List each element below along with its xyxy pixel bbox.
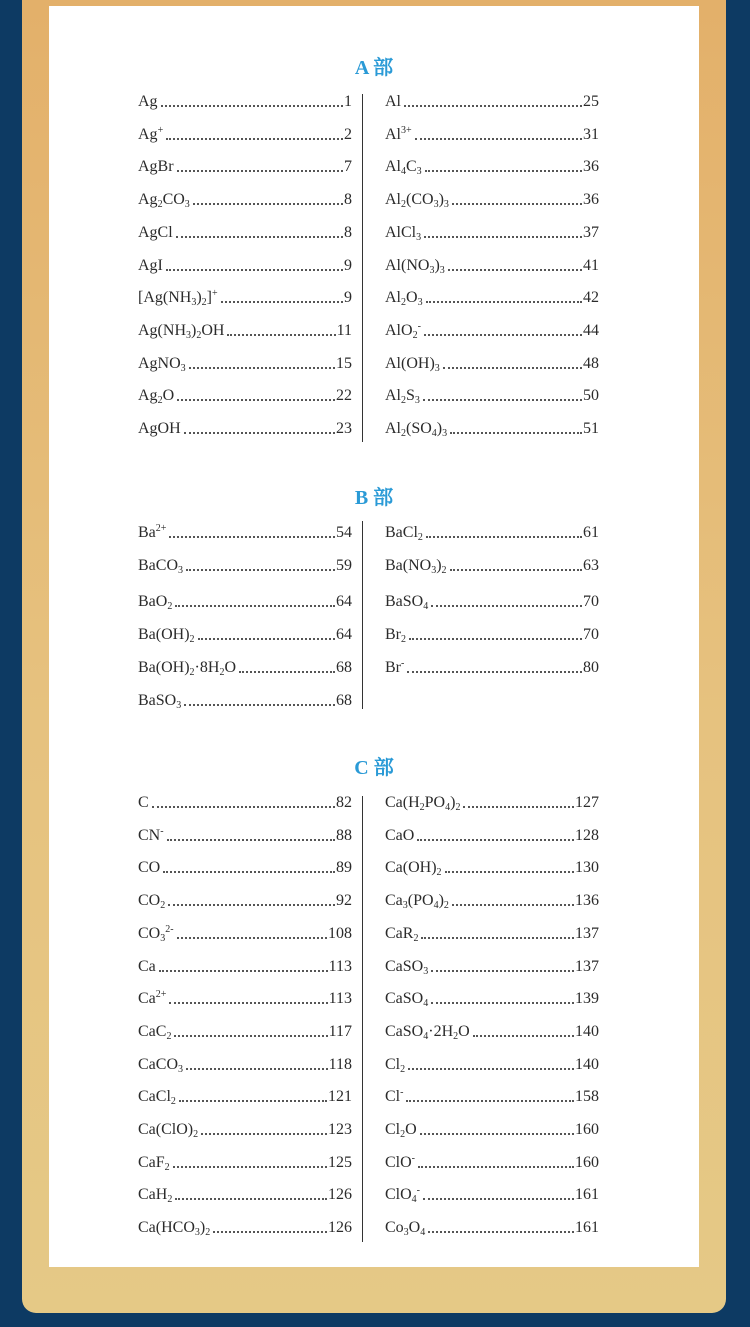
entry-page-number: 121 [328,1088,352,1106]
entry-page-number: 123 [328,1121,352,1138]
entry-page-number: 51 [583,420,599,437]
index-entry[interactable] [138,1151,352,1173]
leader-dots [173,1166,327,1168]
leader-dots [152,806,335,808]
leader-dots [408,1068,574,1070]
entry-name: AlO$_2$- [385,320,421,341]
index-entry[interactable] [138,1183,352,1205]
entry-name: CaR$_2$ [385,924,419,944]
entry-page-number: 64 [336,626,352,644]
leader-dots [424,236,582,238]
entry-page-number: 8 [344,223,352,241]
entry-name: $Ag(NH_3)_2OH$ [138,321,225,341]
entry-page-number: 59 [336,556,352,574]
entry-page-number: 136 [575,892,599,910]
index-entry[interactable] [138,656,352,678]
leader-dots [424,334,582,336]
entry-page-number: 130 [575,859,599,877]
entry-name: CN- [138,825,164,844]
index-entry[interactable] [138,1216,352,1238]
index-entry[interactable] [138,521,352,543]
entry-name: $CaSO_4\cdot 2H_2O$ [385,1022,470,1042]
entry-name: Cl- [385,1087,404,1106]
index-entry[interactable] [138,554,352,576]
leader-dots [168,904,335,906]
entry-page-number: 139 [575,990,599,1008]
index-entry[interactable] [385,889,599,911]
entry-name: $Ba(OH)_2$ [138,626,195,646]
leader-dots [431,1002,574,1004]
entry-name: $Co_3O_4$ [385,1219,426,1239]
column-divider [362,521,363,709]
leader-dots [227,334,335,336]
leader-dots [423,399,582,401]
column-divider [362,796,363,1242]
index-entry[interactable] [385,1020,599,1042]
entry-name: CaH$_2$ [138,1186,173,1206]
entry-page-number: 37 [583,223,599,241]
entry-name: $Br_2$ [385,626,406,646]
entry-page-number: 36 [583,191,599,209]
leader-dots [175,605,335,607]
index-entry[interactable] [138,384,352,406]
index-entry[interactable] [138,1053,352,1075]
index-entry[interactable] [138,889,352,911]
leader-dots [450,569,582,571]
leader-dots [420,1133,574,1135]
leader-dots [409,638,582,640]
entry-page-number: 63 [583,556,599,574]
index-entry[interactable] [138,1020,352,1042]
index-entry[interactable] [138,856,352,878]
index-entry[interactable] [385,90,599,112]
entry-page-number: 15 [336,354,352,372]
entry-page-number: 80 [583,658,599,676]
entry-page-number: 126 [328,1219,352,1237]
entry-page-number: 50 [583,387,599,405]
leader-dots [159,970,328,972]
entry-name: BaCl$_2$ [385,524,423,543]
leader-dots [161,105,343,107]
index-entry[interactable] [138,791,352,813]
leader-dots [169,1002,327,1004]
entry-name: $Ca(OH)_2$ [385,859,442,879]
entry-page-number: 113 [328,957,352,975]
leader-dots [443,367,582,369]
entry-page-number: 23 [336,420,352,437]
entry-page-number: 82 [336,794,352,811]
entry-name: $Al(NO_3)_3$ [385,256,445,276]
index-entry[interactable] [138,955,352,977]
index-entry[interactable] [385,1053,599,1075]
index-entry[interactable] [385,286,599,308]
entry-page-number: 161 [575,1219,599,1237]
leader-dots [175,1198,327,1200]
leader-dots [428,1231,574,1233]
entry-name: $Ba(NO_3)_2$ [385,556,447,576]
index-entry[interactable] [385,417,599,439]
leader-dots [239,671,335,673]
entry-page-number: 140 [575,1055,599,1073]
leader-dots [174,1035,327,1037]
entry-page-number: 160 [575,1121,599,1138]
entry-page-number: 48 [583,354,599,372]
entry-page-number: 70 [583,626,599,644]
entry-page-number: 127 [575,794,599,811]
index-entry[interactable] [138,188,352,210]
entry-name: BaSO$_3$ [138,691,182,711]
entry-page-number: 137 [575,957,599,975]
leader-dots [445,871,574,873]
index-page [49,6,699,1267]
leader-dots [166,138,343,140]
entry-name: $Ag_2O$ [138,387,175,407]
column-divider [362,94,363,442]
entry-name: AgNO$_3$ [138,354,186,374]
leader-dots [201,1133,327,1135]
index-entry[interactable] [385,824,599,846]
index-entry[interactable] [138,123,352,145]
entry-name: ClO- [385,1152,416,1171]
index-entry[interactable] [138,286,352,308]
entry-page-number: 92 [336,892,352,910]
entry-page-number: 42 [583,289,599,307]
entry-name: $Al_4C_3$ [385,158,422,178]
index-entry[interactable] [385,319,599,341]
leader-dots [179,1100,327,1102]
index-entry[interactable] [385,554,599,576]
entry-name: $CO_3^{2-}$ [138,923,174,944]
index-entry[interactable] [385,1216,599,1238]
entry-name: $Al_2O_3$ [385,289,423,309]
entry-name: Ag [138,93,158,110]
index-entry[interactable] [385,521,599,543]
entry-page-number: 113 [328,990,352,1008]
index-entry[interactable] [385,254,599,276]
leader-dots [193,203,343,205]
entry-page-number: 88 [336,826,352,844]
index-entry[interactable] [385,955,599,977]
entry-page-number: 44 [583,321,599,339]
entry-page-number: 68 [336,658,352,676]
entry-page-number: 89 [336,859,352,877]
entry-name: BaSO$_4$ [385,593,429,613]
entry-page-number: 126 [328,1186,352,1204]
entry-page-number: 9 [344,289,352,307]
leader-dots [167,839,335,841]
leader-dots [406,1100,574,1102]
entry-page-number: 7 [344,158,352,176]
entry-page-number: 11 [336,321,352,339]
entry-name: Ag+ [138,124,164,143]
index-entry[interactable] [385,123,599,145]
entry-page-number: 25 [583,93,599,110]
entry-page-number: 61 [583,524,599,541]
entry-page-number: 2 [344,125,352,143]
index-entry[interactable] [385,1151,599,1173]
index-entry[interactable] [138,922,352,944]
leader-dots [448,269,582,271]
entry-name: ClO$_4$- [385,1185,421,1206]
entry-name: Br- [385,657,405,676]
entry-page-number: 8 [344,191,352,209]
entry-page-number: 137 [575,924,599,942]
index-entry[interactable] [138,417,352,439]
leader-dots [221,301,343,303]
entry-name: AgOH [138,420,181,437]
leader-dots [421,937,574,939]
index-entry[interactable] [138,155,352,177]
index-entry[interactable] [138,1085,352,1107]
entry-page-number: 64 [336,593,352,611]
entry-name: $Ca(ClO)_2$ [138,1121,199,1140]
index-entry[interactable] [385,590,599,612]
entry-name: $Ca(H_2PO_4)_2$ [385,794,461,813]
leader-dots [163,871,335,873]
index-entry[interactable] [385,188,599,210]
leader-dots [452,203,582,205]
leader-dots [473,1035,574,1037]
index-entry[interactable] [385,856,599,878]
leader-dots [186,569,335,571]
index-entry[interactable] [385,922,599,944]
entry-name: $[Ag(NH_3)_2]^+$ [138,288,218,309]
entry-page-number: 128 [575,826,599,844]
entry-page-number: 54 [336,524,352,541]
entry-name: CO [138,859,161,877]
entry-name: $Ba^{2+}$ [138,523,167,541]
entry-name: CaC$_2$ [138,1022,172,1042]
entry-page-number: 1 [344,93,352,110]
index-entry[interactable] [138,824,352,846]
index-entry[interactable] [385,221,599,243]
entry-page-number: 70 [583,593,599,611]
section-title: B 部 [354,487,394,509]
leader-dots [184,432,335,434]
index-entry[interactable] [385,1118,599,1140]
index-entry[interactable] [138,221,352,243]
entry-name: CaF$_2$ [138,1153,170,1173]
index-entry[interactable] [138,987,352,1009]
index-entry[interactable] [138,90,352,112]
entry-name: $Ba(OH)_2\cdot 8H_2O$ [138,658,236,678]
entry-name: BaCO$_3$ [138,556,183,576]
entry-page-number: 160 [575,1153,599,1171]
leader-dots [450,432,582,434]
entry-name: $Al^{3+}$ [385,124,412,143]
leader-dots [426,301,582,303]
entry-page-number: 36 [583,158,599,176]
index-entry[interactable] [138,352,352,374]
index-entry[interactable] [385,656,599,678]
entry-name: AgBr [138,158,174,176]
entry-page-number: 125 [328,1153,352,1171]
leader-dots [177,399,335,401]
entry-page-number: 117 [328,1022,352,1040]
index-entry[interactable] [385,987,599,1009]
index-entry[interactable] [385,155,599,177]
index-entry[interactable] [385,623,599,645]
index-entry[interactable] [385,352,599,374]
index-entry[interactable] [385,791,599,813]
leader-dots [198,638,335,640]
leader-dots [423,1198,574,1200]
entry-name: C [138,794,149,811]
leader-dots [407,671,582,673]
entry-name: $Cl_2$ [385,1055,406,1075]
entry-name: $Ca(HCO_3)_2$ [138,1219,211,1239]
entry-page-number: 68 [336,691,352,709]
entry-page-number: 158 [575,1088,599,1106]
index-entry[interactable] [138,319,352,341]
entry-page-number: 31 [583,125,599,143]
entry-name: $Cl_2O$ [385,1121,417,1140]
index-entry[interactable] [138,254,352,276]
leader-dots [415,138,582,140]
leader-dots [452,904,574,906]
entry-name: Al [385,93,401,110]
entry-name: CaCO$_3$ [138,1055,183,1075]
leader-dots [189,367,335,369]
entry-name: $Al_2(SO_4)_3$ [385,420,448,439]
entry-page-number: 41 [583,256,599,274]
entry-name: $Ag_2CO_3$ [138,191,190,211]
leader-dots [176,236,343,238]
leader-dots [166,269,343,271]
entry-name: BaO$_2$ [138,593,173,613]
entry-page-number: 140 [575,1022,599,1040]
entry-name: CaCl$_2$ [138,1088,176,1108]
index-entry[interactable] [385,384,599,406]
leader-dots [184,704,335,706]
index-entry[interactable] [138,689,352,711]
leader-dots [186,1068,328,1070]
leader-dots [426,536,582,538]
index-entry[interactable] [385,1183,599,1205]
section-title: C 部 [354,757,394,779]
entry-page-number: 161 [575,1186,599,1204]
entry-name: $Al_2S_3$ [385,387,420,407]
section-title: A 部 [354,57,394,79]
leader-dots [417,839,574,841]
entry-name: AgCl [138,223,173,241]
entry-name: $Al_2(CO_3)_3$ [385,191,449,211]
index-entry[interactable] [385,1085,599,1107]
entry-name: CaSO$_4$ [385,990,429,1010]
entry-name: AlCl$_3$ [385,223,422,243]
entry-name: AgI [138,256,163,274]
entry-page-number: 22 [336,387,352,405]
entry-name: $Ca^{2+}$ [138,989,167,1008]
leader-dots [177,170,343,172]
index-entry[interactable] [138,590,352,612]
leader-dots [425,170,582,172]
index-entry[interactable] [138,623,352,645]
entry-name: $Ca_3(PO_4)_2$ [385,892,449,912]
leader-dots [404,105,582,107]
entry-page-number: 118 [328,1055,352,1073]
entry-name: $Al(OH)_3$ [385,354,440,374]
entry-page-number: 9 [344,256,352,274]
entry-name: CaO [385,826,415,844]
leader-dots [463,806,574,808]
entry-page-number: 108 [328,924,352,942]
leader-dots [177,937,327,939]
entry-name: CaSO$_3$ [385,957,429,977]
leader-dots [418,1166,574,1168]
leader-dots [431,605,582,607]
leader-dots [169,536,335,538]
entry-name: $CO_2$ [138,892,166,912]
leader-dots [213,1231,327,1233]
index-entry[interactable] [138,1118,352,1140]
entry-name: Ca [138,957,156,975]
leader-dots [431,970,574,972]
